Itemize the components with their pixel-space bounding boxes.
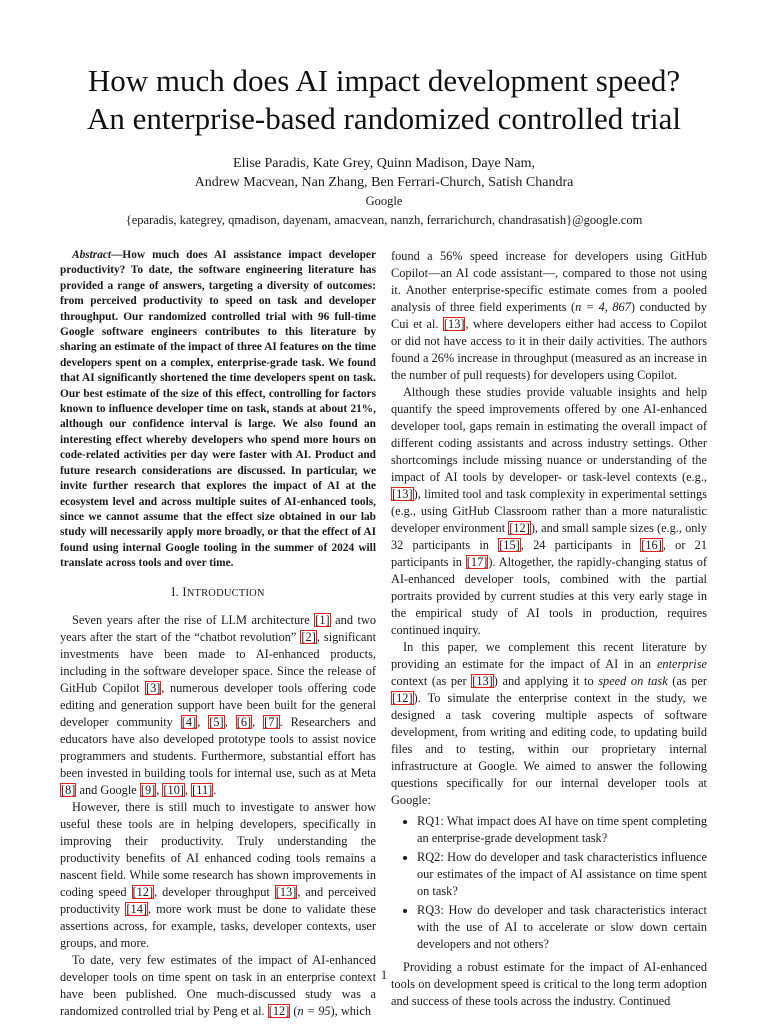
affiliation: Google xyxy=(365,194,403,208)
citation-link[interactable]: [16] xyxy=(641,538,662,552)
intro-paragraph-3-cont: found a 56% speed increase for developers using GitHub Copilot—an AI code assistant—, compared to those not using it. Another enterprise-specific estimate comes from a pooled analysis of three field experiments (n = 4, 867) conducted by Cui et al. [13], where developers either had access to Copilot or did not have access to it in their daily activities. The authors found a 26% increase in throughput (measured as an increase in the number of pull requests) for developers using Copilot. xyxy=(391,249,707,382)
intro-paragraph-4: Although these studies provide valuable insights and help quantify the speed improvements offered by one AI-enhanced developer tool, gaps remain in estimating the overall impact of different coding assistants and across industry settings. Other shortcomings include missing nuance or understanding of the impact of AI tools by developer- or task-level contexts (e.g., [13]), limited tool and task complexity in experimental settings (e.g., using GitHub Classroom rather than a more naturalistic developer environment [12]), and small sample sizes (e.g., only 32 participants in [15], 24 participants in [16], or 21 participants in [17]). Altogether, the rapidly-changing status of AI-enhanced developer tools, combined with the partial portraits provided by current studies at this very early stage in the empirical study of AI tools in production, requires continued inquiry. xyxy=(391,385,708,637)
citation-link[interactable]: [9] xyxy=(140,782,156,797)
citation-link[interactable]: [14] xyxy=(126,901,147,916)
abstract-label: Abstract xyxy=(72,249,112,261)
left-column xyxy=(60,248,376,1020)
right-column xyxy=(391,248,707,1010)
author-emails: {eparadis, kategrey, qmadison, dayenam, amacvean, nanzh, ferrarichurch, chandrasatish}@google.com xyxy=(125,213,643,227)
citation-link[interactable]: [7] xyxy=(264,714,279,729)
citation-link[interactable]: [10] xyxy=(163,782,184,797)
citation-link[interactable]: [3] xyxy=(146,680,161,695)
citation-link[interactable]: [11] xyxy=(192,782,213,797)
citation-link[interactable]: [13] xyxy=(392,487,413,501)
research-question-item: • RQ3: How do developer and task characteristics interact with the use of AI to accelerate or slow down certain developers and not others? xyxy=(417,902,707,953)
citation-link[interactable]: [15] xyxy=(499,538,520,552)
citation-link[interactable]: [4] xyxy=(181,714,197,729)
citation-link[interactable]: [2] xyxy=(301,629,316,644)
intro-paragraph-1: Seven years after the rise of LLM architecture [1] and two years after the start of the “chatbot revolution” [2], significant investments have been made to AI-enhanced products, including in the software developer space. Since the release of GitHub Copilot [3], numerous developer tools offering code editing and generation support have been built for the general developer community [4], [5], [6], [7]. Researchers and educators have also developed prototype tools to assist novice programmers and students. Furthermore, substantial effort has been invested in building tools for internal use, such as at Meta [8] and Google [9], [10], [11]. xyxy=(60,612,377,797)
citation-link[interactable]: [12] xyxy=(509,521,530,535)
citation-link[interactable]: [12] xyxy=(132,884,154,899)
authors-line-2: Andrew Macvean, Nan Zhang, Ben Ferrari-Church, Satish Chandra xyxy=(194,175,574,190)
page-number: 1 xyxy=(380,968,388,982)
citation-link[interactable]: [12] xyxy=(392,691,413,705)
citation-link[interactable]: [13] xyxy=(472,674,493,688)
research-question-item: • RQ1: What impact does AI have on time spent completing an enterprise-grade development task? xyxy=(417,813,707,847)
intro-paragraph-5: In this paper, we complement this recent literature by providing an estimate for the impact of AI in an enterprise context (as per [13]) and applying it to speed on task (as per [12]). To simulate the enterprise context in the study, we designed a task covering multiple aspects of software development, from writing and editing code, to updating build files and to testing, within our proprietary internal infrastructure at Google. We aimed to answer the following questions specifically for our internal developer tools at Google: xyxy=(391,640,707,807)
research-question-item: • RQ2: How do developer and task characteristics influence our estimates of the impact of AI assistance on time spent on task? xyxy=(417,849,707,900)
citation-link[interactable]: [5] xyxy=(209,714,224,729)
authors-line-1: Elise Paradis, Kate Grey, Quinn Madison, Daye Nam, xyxy=(233,156,535,171)
citation-link[interactable]: [1] xyxy=(315,612,330,627)
citation-link[interactable]: [13] xyxy=(443,317,465,331)
paper-title xyxy=(0,62,768,138)
section-heading-introduction: I. INTRODUCTION xyxy=(171,584,265,599)
citation-link[interactable]: [17] xyxy=(466,555,488,569)
title-line-1: How much does AI impact development speed? xyxy=(87,63,681,98)
intro-paragraph-3: To date, very few estimates of the impact of AI-enhanced developer tools on time spent on task in an enterprise context have been published. One much-discussed study was a randomized controlled trial by Peng et al. [12] (n = 95), which xyxy=(60,952,376,1018)
citation-link[interactable]: [8] xyxy=(61,782,76,797)
research-questions-list xyxy=(391,813,707,953)
intro-paragraph-6: Providing a robust estimate for the impact of AI-enhanced tools on development speed is critical to the long term adoption and success of these tools across the industry. Continued xyxy=(391,960,707,1008)
abstract xyxy=(60,248,376,572)
abstract-text: —How much does AI assistance impact developer productivity? To date, the software engineering literature has provided a range of answers, targeting a diversity of outcomes: from perceived productivity to speed on task and developer throughput. Our randomized controlled trial with 96 full-time Google software engineers contributes to this literature by sharing an estimate of the impact of three AI features on the time developers spent on a complex, enterprise-grade task. We found that AI significantly shortened the time developers spent on task. Our best estimate of the size of this effect, controlling for factors known to influence developer time on task, stands at about 21%, although our confidence interval is large. We also found an interesting effect whereby developers who spend more hours on code-related activities per day were faster with AI. Product and future research considerations are discussed. In particular, we invite further research that explores the impact of AI at the ecosystem level and across multiple suites of AI-enhanced tools, since we cannot assume that the effect size obtained in our lab study will necessarily apply more broadly, or that the effect of AI found using internal Google tooling in the summer of 2024 will translate across tools and over time. xyxy=(60,249,376,570)
sample-size: n = 4, 867 xyxy=(575,300,631,314)
citation-link[interactable]: [13] xyxy=(275,884,297,899)
intro-paragraph-2: However, there is still much to investigate to answer how useful these tools are in helping developers, specifically in improving their productivity. Truly understanding the productivity benefits of AI enhanced coding tools remains a nascent field. While some research has shown improvements in coding speed [12], developer throughput [13], and perceived productivity [14], more work must be done to validate these assertions across, for example, tasks, developer contexts, user groups, and more. xyxy=(60,799,376,950)
title-line-2: An enterprise-based randomized controlled trial xyxy=(87,101,681,136)
author-block xyxy=(0,154,768,230)
sample-size: n = 95 xyxy=(297,1003,331,1018)
citation-link[interactable]: [6] xyxy=(236,714,252,729)
citation-link[interactable]: [12] xyxy=(268,1003,290,1018)
